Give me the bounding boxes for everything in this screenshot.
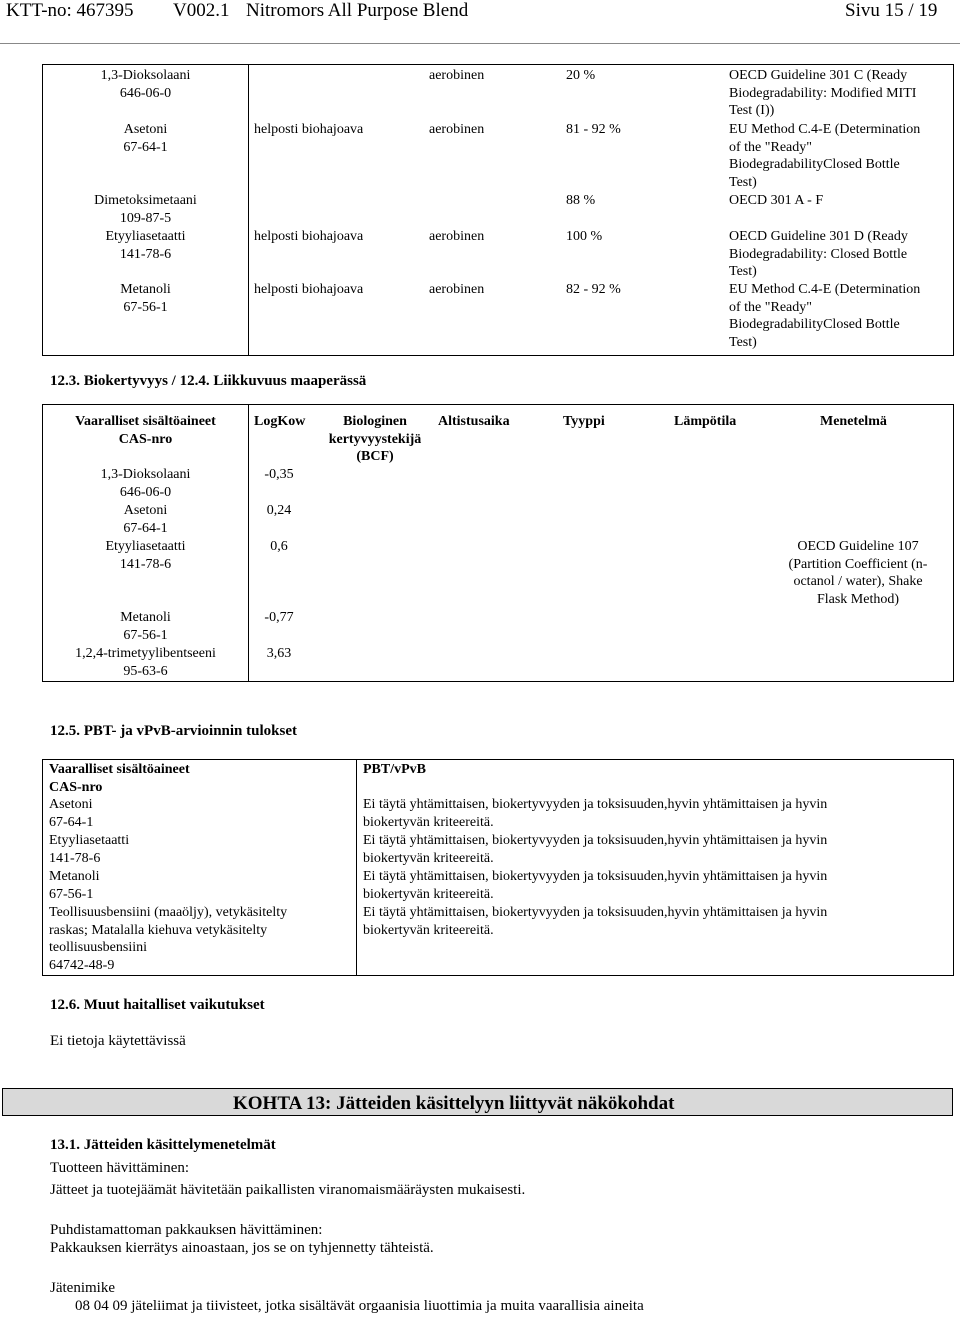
biodeg-substance-1: Asetoni 67-64-1 <box>123 122 168 155</box>
bioacc-row-4-substance: 1,2,4-trimetyylibentseeni 95-63-6 <box>75 646 216 679</box>
biodeg-row-2-method: OECD 301 A - F <box>729 193 824 208</box>
waste-name-label: Jätenimike <box>50 1280 115 1296</box>
bioacc-row-3-substance: Metanoli 67-56-1 <box>120 610 171 643</box>
section-13-title: KOHTA 13: Jätteiden käsittelyyn liittyvät näkökohdat <box>233 1093 675 1114</box>
section-12-5-heading: 12.5. PBT- ja vPvB-arvioinnin tulokset <box>50 723 297 739</box>
pbt-result-1: Ei täytä yhtämittaisen, biokertyvyyden ja toksisuuden,hyvin yhtämittaisen ja hyvin biokertyvän kriteereitä. <box>363 833 828 866</box>
biodeg-row-3-method: OECD Guideline 301 D (Ready Biodegradability: Closed Bottle Test) <box>729 229 908 279</box>
section-12-6-text: Ei tietoja käytettävissä <box>50 1033 186 1049</box>
pbt-result-0: Ei täytä yhtämittaisen, biokertyvyyden ja toksisuuden,hyvin yhtämittaisen ja hyvin biokertyvän kriteereitä. <box>363 797 828 830</box>
biodeg-row-0-type: aerobinen <box>429 68 485 83</box>
pbt-substance-3: Teollisuusbensiini (maaöljy), vetykäsitelty raskas; Matalalla kiehuva vetykäsitelty teollisuusbensiini 64742-48-9 <box>49 905 288 973</box>
section-12-3-heading: 12.3. Biokertyvyys / 12.4. Liikkuvuus maaperässä <box>50 373 367 389</box>
biodeg-substance-0: 1,3-Dioksolaani 646-06-0 <box>100 68 191 101</box>
biodeg-substance-3: Etyyliasetaatti 141-78-6 <box>105 229 186 262</box>
package-disposal-label: Puhdistamattoman pakkauksen hävittäminen: <box>50 1222 323 1238</box>
pbt-table <box>42 759 954 976</box>
header-product: Nitromors All Purpose Blend <box>246 0 469 21</box>
biodeg-substance-4: Metanoli 67-56-1 <box>120 282 171 315</box>
bioacc-header-type: Tyyppi <box>563 414 605 429</box>
biodeg-row-1-method: EU Method C.4-E (Determination of the "Ready" BiodegradabilityClosed Bottle Test) <box>729 122 921 190</box>
section-13-banner <box>2 1088 953 1116</box>
header-page: Sivu 15 / 19 <box>845 0 938 21</box>
header-ktt-no: KTT-no: 467395 <box>6 0 134 21</box>
bioacc-header-exposure: Altistusaika <box>438 414 510 429</box>
biodeg-row-1-type: aerobinen <box>429 122 485 137</box>
pbt-result-3: Ei täytä yhtämittaisen, biokertyvyyden ja toksisuuden,hyvin yhtämittaisen ja hyvin biokertyvän kriteereitä. <box>363 905 828 938</box>
package-disposal-text: Pakkauksen kierrätys ainoastaan, jos se on tyhjennetty tähteistä. <box>50 1240 434 1256</box>
header-divider <box>0 43 960 44</box>
biodeg-row-0-value: 20 % <box>566 68 596 83</box>
bioacc-row-2-method: OECD Guideline 107 (Partition Coefficient (n- octanol / water), Shake Flask Method) <box>788 539 928 607</box>
section-12-6-heading: 12.6. Muut haitalliset vaikutukset <box>50 997 265 1013</box>
pbt-header-result: PBT/vPvB <box>363 762 427 777</box>
bioaccumulation-table <box>42 404 954 682</box>
bioacc-row-0-substance: 1,3-Dioksolaani 646-06-0 <box>100 467 191 500</box>
bioacc-header-logkow: LogKow <box>254 414 306 429</box>
bioacc-row-4-logkow: 3,63 <box>266 646 292 661</box>
pbt-result-2: Ei täytä yhtämittaisen, biokertyvyyden ja toksisuuden,hyvin yhtämittaisen ja hyvin biokertyvän kriteereitä. <box>363 869 828 902</box>
biodeg-row-3-result: helposti biohajoava <box>254 229 364 244</box>
pbt-substance-0: Asetoni 67-64-1 <box>49 797 94 830</box>
biodeg-row-4-method: EU Method C.4-E (Determination of the "Ready" BiodegradabilityClosed Bottle Test) <box>729 282 921 350</box>
bioacc-row-3-logkow: -0,77 <box>264 610 294 625</box>
biodeg-row-1-result: helposti biohajoava <box>254 122 364 137</box>
bioacc-row-2-logkow: 0,6 <box>270 539 288 554</box>
biodeg-row-4-type: aerobinen <box>429 282 485 297</box>
biodeg-row-4-value: 82 - 92 % <box>566 282 621 297</box>
bioacc-header-method: Menetelmä <box>820 414 887 429</box>
pbt-substance-2: Metanoli 67-56-1 <box>49 869 100 902</box>
biodeg-row-3-value: 100 % <box>566 229 603 244</box>
pbt-header-substance: Vaaralliset sisältöaineet CAS-nro <box>49 762 190 795</box>
product-disposal-label: Tuotteen hävittäminen: <box>50 1160 190 1176</box>
bioacc-row-0-logkow: -0,35 <box>264 467 294 482</box>
biodeg-row-3-type: aerobinen <box>429 229 485 244</box>
bioacc-header-substance: Vaaralliset sisältöaineet CAS-nro <box>75 414 216 447</box>
bioacc-header-bcf: Biologinen kertyvyystekijä (BCF) <box>328 414 422 464</box>
biodeg-row-4-result: helposti biohajoava <box>254 282 364 297</box>
product-disposal-text: Jätteet ja tuotejäämät hävitetään paikallisten viranomaismääräysten mukaisesti. <box>50 1182 526 1198</box>
header-version: V002.1 <box>173 0 230 21</box>
bioacc-row-1-substance: Asetoni 67-64-1 <box>123 503 168 536</box>
biodeg-row-1-value: 81 - 92 % <box>566 122 621 137</box>
biodeg-row-0-method: OECD Guideline 301 C (Ready Biodegradability: Modified MITI Test (I)) <box>729 68 917 118</box>
bioacc-row-1-logkow: 0,24 <box>266 503 292 518</box>
pbt-substance-1: Etyyliasetaatti 141-78-6 <box>49 833 130 866</box>
waste-name-text: 08 04 09 jäteliimat ja tiivisteet, jotka sisältävät orgaanisia liuottimia ja muita vaarallisia aineita <box>75 1298 644 1314</box>
biodegradation-table <box>42 64 954 356</box>
biodeg-substance-2: Dimetoksimetaani 109-87-5 <box>94 193 197 226</box>
section-13-1-heading: 13.1. Jätteiden käsittelymenetelmät <box>50 1137 276 1153</box>
bioacc-header-temp: Lämpötila <box>674 414 737 429</box>
biodeg-row-2-value: 88 % <box>566 193 596 208</box>
bioacc-row-2-substance: Etyyliasetaatti 141-78-6 <box>105 539 186 572</box>
